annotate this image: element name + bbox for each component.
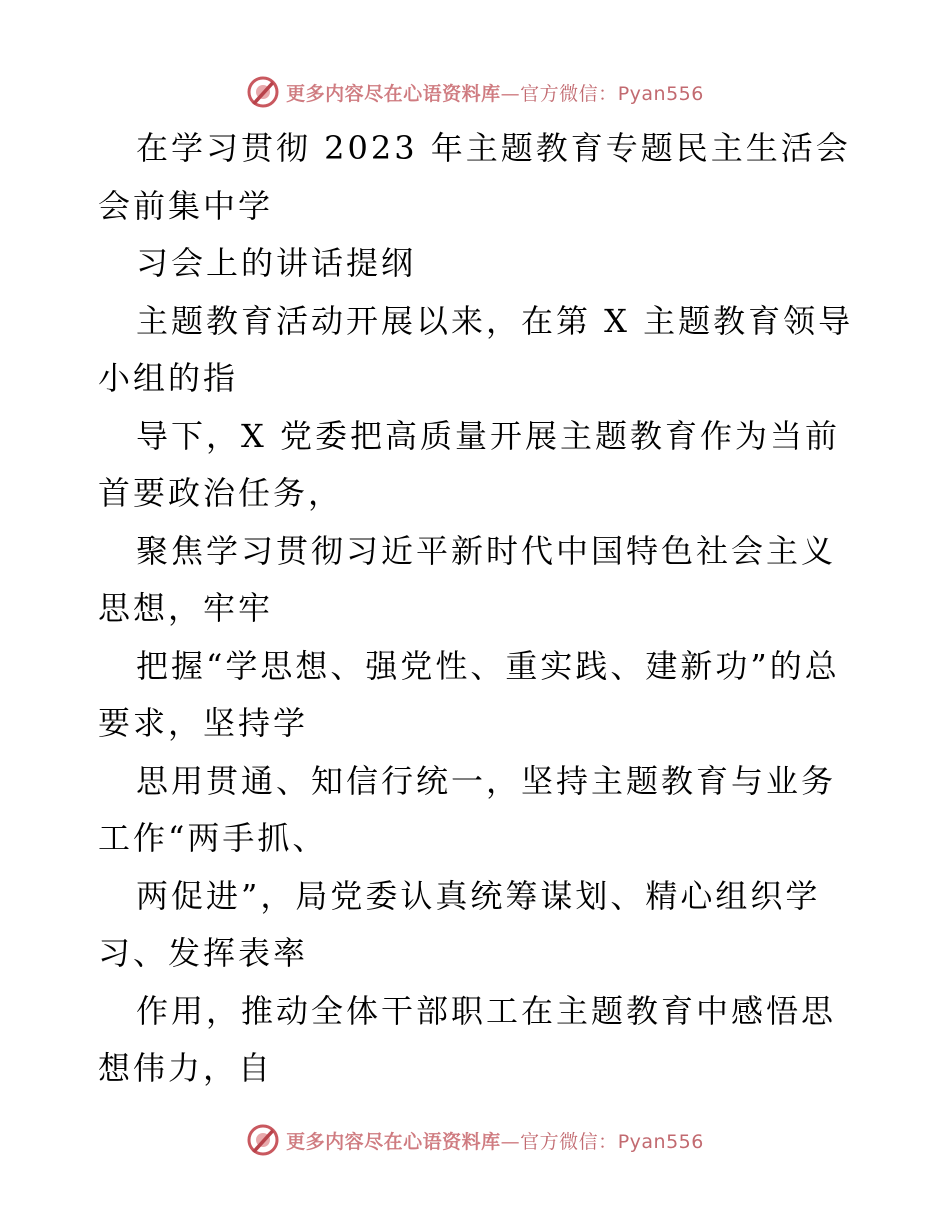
watermark-wechat-id: Pyan556: [617, 82, 704, 105]
watermark-wechat-label: 官方微信：: [520, 82, 618, 105]
watermark-wechat-id: Pyan556: [617, 1130, 704, 1153]
paragraph: 两促进”，局党委认真统筹谋划、精心组织学习、发挥表率: [98, 876, 821, 972]
paragraph-title: 在学习贯彻 2023 年主题教育专题民主生活会会前集中学: [98, 129, 851, 225]
paragraph-title-cont: 习会上的讲话提纲: [136, 244, 417, 282]
watermark-text: [286, 1127, 704, 1154]
paragraph: 导下，X 党委把高质量开展主题教育作为当前首要政治任务，: [98, 416, 840, 512]
header-watermark: [0, 72, 950, 112]
paragraph: 思用贯通、知信行统一，坚持主题教育与业务工作“两手抓、: [98, 761, 837, 857]
watermark-site-text: 更多内容尽在心语资料库: [286, 1130, 501, 1153]
footer-watermark: [0, 1120, 950, 1160]
paragraph: 主题教育活动开展以来，在第 X 主题教育领导小组的指: [98, 301, 854, 397]
paragraph: 作用，推动全体干部职工在主题教育中感悟思想伟力，自: [98, 991, 837, 1087]
quill-seal-icon: [246, 75, 280, 109]
paragraph: 聚焦学习贯彻习近平新时代中国特色社会主义思想，牢牢: [98, 531, 837, 627]
quill-seal-icon: [246, 1123, 280, 1157]
watermark-text: [286, 79, 704, 106]
document-body: [98, 120, 858, 1098]
watermark-wechat-label: 官方微信：: [520, 1130, 618, 1153]
watermark-separator: —: [500, 82, 521, 105]
watermark-separator: —: [500, 1130, 521, 1153]
paragraph: 把握“学思想、强党性、重实践、建新功”的总要求，坚持学: [98, 646, 840, 742]
watermark-site-text: 更多内容尽在心语资料库: [286, 82, 501, 105]
